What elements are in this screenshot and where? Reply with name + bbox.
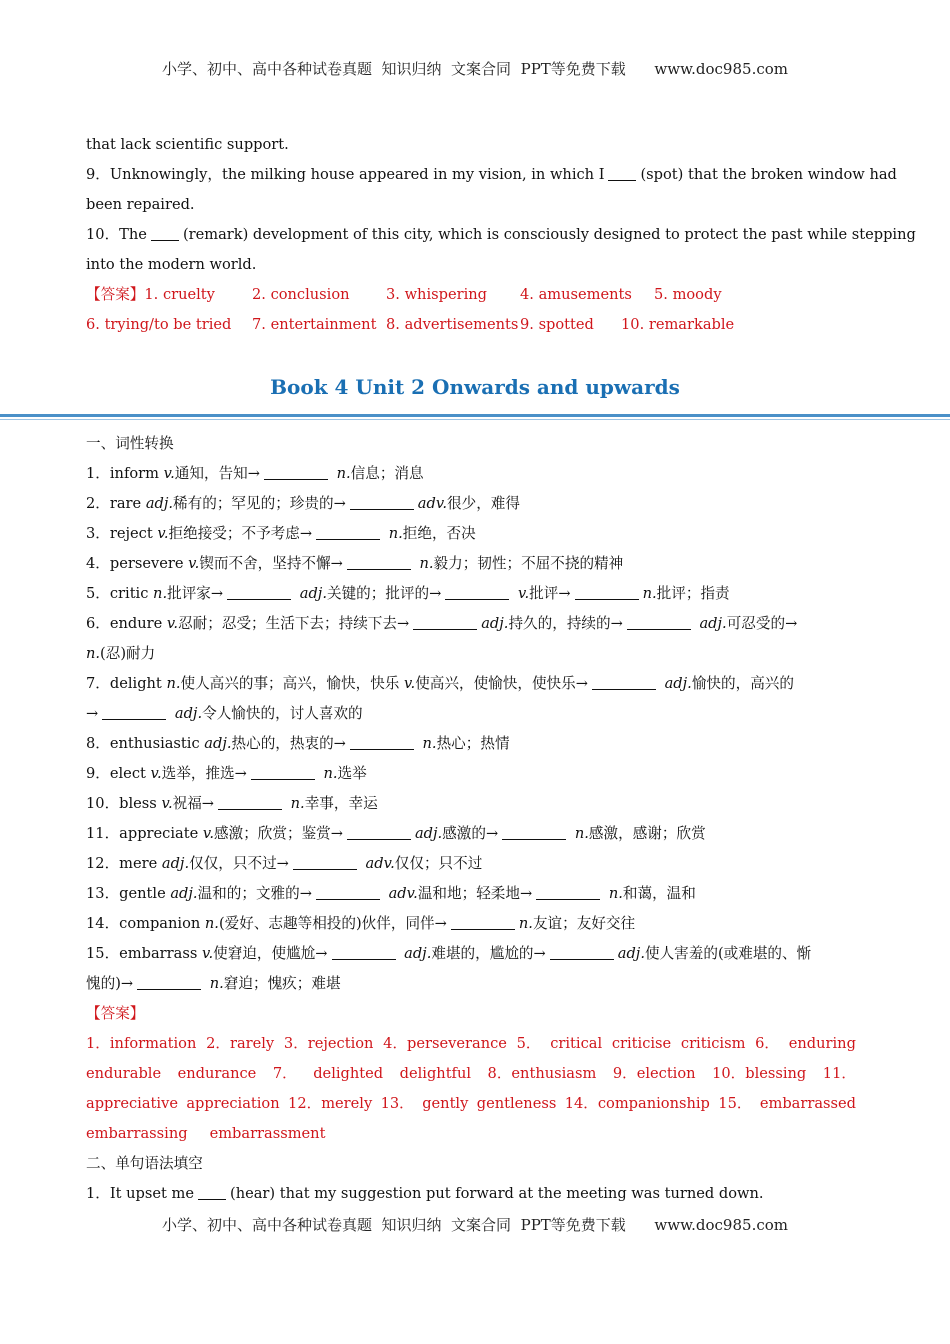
answer-blank[interactable] [451, 915, 515, 930]
question-7: 7．delight n.使人高兴的事；高兴，愉快，快乐 v.使高兴，使愉快，使快乐→ adj.愉快的，高兴的 [86, 675, 794, 692]
answer-blank[interactable] [316, 525, 380, 540]
answer-blank[interactable] [536, 885, 600, 900]
answer-blank[interactable] [316, 885, 380, 900]
title-divider [0, 414, 950, 417]
title-divider-thin [0, 419, 950, 420]
answer-blank[interactable] [293, 855, 357, 870]
grammar-question-1: 1．It upset me (hear) that my suggestion put forward at the meeting was turned down. [86, 1185, 764, 1202]
answer-blank[interactable] [264, 465, 328, 480]
answer-blank[interactable] [445, 585, 509, 600]
section-heading: 一、词性转换 [86, 435, 174, 452]
question-9: 9．Unknowingly，the milking house appeared in my vision, in which I (spot) that the broken window had [86, 166, 897, 183]
question-10: 10．bless v.祝福→ n.幸事，幸运 [86, 795, 378, 812]
answer-blank[interactable] [350, 735, 414, 750]
answer-blank[interactable] [251, 765, 315, 780]
answer-blank[interactable] [608, 166, 636, 181]
question-3: 3．reject v.拒绝接受；不予考虑→ n.拒绝，否决 [86, 525, 476, 542]
question-5: 5．critic n.批评家→ adj.关键的；批评的→ v.批评→ n.批评；指责 [86, 585, 730, 602]
answer-line-2: endurable endurance 7． delighted delightful 8．enthusiasm 9．election 10．blessing 11． [86, 1065, 856, 1082]
question-9: 9．elect v.选举，推选→ n.选举 [86, 765, 367, 782]
question-6-cont: n.(忍)耐力 [86, 645, 156, 662]
answer-blank[interactable] [102, 705, 166, 720]
previous-exercise [86, 130, 916, 340]
answer-blank[interactable] [137, 975, 201, 990]
answer-blank[interactable] [227, 585, 291, 600]
page-footer: 小学、初中、高中各种试卷真题 知识归纳 文案合同 PPT等免费下载 www.doc985.com [161, 1216, 788, 1234]
answer-blank[interactable] [502, 825, 566, 840]
text-line: been repaired. [86, 196, 195, 213]
question-1: 1．inform v.通知，告知→ n.信息；消息 [86, 465, 424, 482]
text-line: that lack scientific support. [86, 136, 289, 153]
question-15: 15．embarrass v.使窘迫，使尴尬→ adj.难堪的，尴尬的→ adj.使人害羞的(或难堪的、惭 [86, 945, 812, 962]
answer-label: 【答案】 [86, 1005, 145, 1022]
question-8: 8．enthusiastic adj.热心的，热衷的→ n.热心；热情 [86, 735, 510, 752]
unit-exercises [86, 429, 866, 1209]
answer-line-3: appreciative appreciation 12．merely 13． gently gentleness 14．companionship 15． embarrassed [86, 1095, 856, 1112]
question-13: 13．gentle adj.温和的；文雅的→ adv.温和地；轻柔地→ n.和蔼，温和 [86, 885, 696, 902]
answer-blank[interactable] [350, 495, 414, 510]
page-header: 小学、初中、高中各种试卷真题 知识归纳 文案合同 PPT等免费下载 www.doc985.com [161, 60, 788, 78]
text-line: into the modern world. [86, 256, 257, 273]
question-6: 6．endure v.忍耐；忍受；生活下去；持续下去→ adj.持久的，持续的→ adj.可忍受的→ [86, 615, 798, 632]
answer-row-1: 【答案】1. cruelty 2. conclusion 3. whispering 4. amusements 5. moody [86, 280, 858, 310]
section-heading: 二、单句语法填空 [86, 1155, 203, 1172]
question-11: 11．appreciate v.感激；欣赏；鉴赏→ adj.感激的→ n.感激，感谢；欣赏 [86, 825, 706, 842]
answer-row-2: 6. trying/to be tried 7. entertainment 8. advertisements 9. spotted 10. remarkable [86, 316, 735, 333]
answer-blank[interactable] [592, 675, 656, 690]
answer-blank[interactable] [347, 825, 411, 840]
answer-blank[interactable] [413, 615, 477, 630]
answer-blank[interactable] [151, 226, 179, 241]
answer-blank[interactable] [627, 615, 691, 630]
question-12: 12．mere adj.仅仅，只不过→ adv.仅仅；只不过 [86, 855, 483, 872]
question-14: 14．companion n.(爱好、志趣等相投的)伙伴，同伴→ n.友谊；友好交往 [86, 915, 636, 932]
answer-line-4: embarrassing embarrassment [86, 1125, 326, 1142]
question-15-cont: 愧的)→ n.窘迫；愧疚；难堪 [86, 975, 341, 992]
question-4: 4．persevere v.锲而不舍，坚持不懈→ n.毅力；韧性；不屈不挠的精神 [86, 555, 624, 572]
answer-blank[interactable] [218, 795, 282, 810]
answer-blank[interactable] [575, 585, 639, 600]
answer-label: 【答案】 [86, 286, 145, 303]
unit-title: Book 4 Unit 2 Onwards and upwards [270, 375, 680, 399]
answer-blank[interactable] [198, 1185, 226, 1200]
question-7-cont: → adj.令人愉快的，讨人喜欢的 [86, 705, 363, 722]
answer-blank[interactable] [332, 945, 396, 960]
answer-blank[interactable] [347, 555, 411, 570]
answer-blank[interactable] [550, 945, 614, 960]
question-10: 10．The (remark) development of this city, which is consciously designed to protect the past while stepping [86, 226, 916, 243]
question-2: 2．rare adj.稀有的；罕见的；珍贵的→ adv.很少，难得 [86, 495, 520, 512]
answer-line-1: 1．information 2．rarely 3．rejection 4．perseverance 5． critical criticise criticism 6． enduring [86, 1035, 856, 1052]
